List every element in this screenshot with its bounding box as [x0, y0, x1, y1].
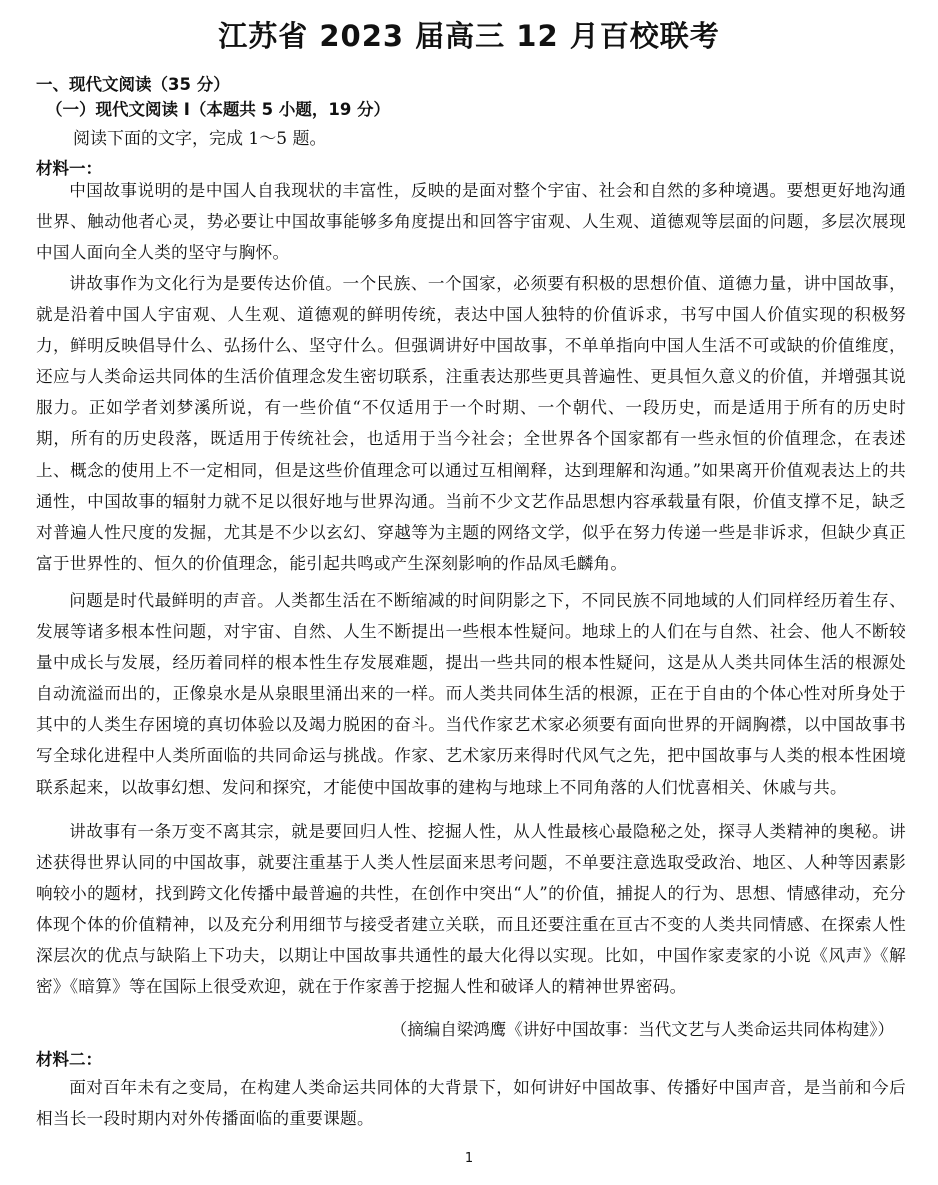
section-heading: 一、现代文阅读（35 分） — [36, 75, 230, 94]
material1-paragraph-2: 讲故事作为文化行为是要传达价值。一个民族、一个国家，必须要有积极的思想价值、道德力量，讲中国故事，就是沿着中国人宇宙观、人生观、道德观的鲜明传统，表达中国人独特的价值诉求，书写中国人价值实现的积极努力，鲜明反映倡导什么、弘扬什么、坚守什么。但强调讲好中国故事，不单单指向中国人生活不可或缺的价值维度，还应与人类命运共同体的生活价值理念发生密切联系，注重表达那些更具普遍性、更具恒久意义的价值，并增强其说服力。正如学者刘梦溪所说，有一些价值“不仅适用于一个时期、一个朝代、一段历史，而是适用于所有的历史时期，所有的历史段落，既适用于传统社会，也适用于当今社会；全世界各个国家都有一些永恒的价值理念，在表述上、概念的使用上不一定相同，但是这些价值理念可以通过互相阐释，达到理解和沟通。”如果离开价值观表达上的共通性，中国故事的辐射力就不足以很好地与世界沟通。当前不少文艺作品思想内容承载量有限，价值支撑不足，缺乏对普遍人性尺度的发掘，尤其是不少以玄幻、穿越等为主题的网络文学，似乎在努力传递一些是非诉求，但缺少真正富于世界性的、恒久的价值理念，能引起共鸣或产生深刻影响的作品凤毛麟角。 — [36, 274, 906, 573]
instruction-text: 阅读下面的文字，完成 1～5 题。 — [73, 129, 327, 149]
material1-paragraph-4: 讲故事有一条万变不离其宗，就是要回归人性、挖掘人性，从人性最核心最隐秘之处，探寻人类精神的奥秘。讲述获得世界认同的中国故事，就要注重基于人类人性层面来思考问题，不单要注意选取受政治、地区、人种等因素影响较小的题材，找到跨文化传播中最普遍的共性，在创作中突出“人”的价值，捕捉人的行为、思想、情感律动，充分体现个体的价值精神，以及充分利用细节与接受者建立关联，而且还要注重在亘古不变的人类共同情感、在探索人性深层次的优点与缺陷上下功夫，以期让中国故事共通性的最大化得以实现。比如，中国作家麦家的小说《风声》《解密》《暗算》等在国际上很受欢迎，就在于作家善于挖掘人性和破译人的精神世界密码。 — [36, 822, 906, 997]
material2-paragraph-1: 面对百年未有之变局，在构建人类命运共同体的大背景下，如何讲好中国故事、传播好中国声音，是当前和今后相当长一段时期内对外传播面临的重要课题。 — [36, 1078, 906, 1129]
page-title: 江苏省 2023 届高三 12 月百校联考 — [218, 19, 720, 53]
material2-label: 材料二： — [36, 1050, 102, 1069]
material1-source: （摘编自梁鸿鹰《讲好中国故事：当代文艺与人类命运共同体构建》） — [390, 1020, 894, 1039]
material1-paragraph-3: 问题是时代最鲜明的声音。人类都生活在不断缩减的时间阴影之下，不同民族不同地域的人们同样经历着生存、发展等诸多根本性问题，对宇宙、自然、人生不断提出一些根本性疑问。地球上的人们在与自然、社会、他人不断较量中成长与发展，经历着同样的根本性生存发展难题，提出一些共同的根本性疑问，这是从人类共同体生活的根源处自动流溢而出的，正像泉水是从泉眼里涌出来的一样。而人类共同体生活的根源，正在于自由的个体心性对所身处于其中的人类生存困境的真切体验以及竭力脱困的奋斗。当代作家艺术家必须要有面向世界的开阔胸襟，以中国故事书写全球化进程中人类所面临的共同命运与挑战。作家、艺术家历来得时代风气之先，把中国故事与人类的根本性困境联系起来，以故事幻想、发问和探究，才能使中国故事的建构与地球上不同角落的人们忧喜相关、休戚与共。 — [36, 591, 906, 797]
material1-paragraph-1: 中国故事说明的是中国人自我现状的丰富性，反映的是面对整个宇宙、社会和自然的多种境遇。要想更好地沟通世界、触动他者心灵，势必要让中国故事能够多角度提出和回答宇宙观、人生观、道德观等层面的问题，多层次展现中国人面向全人类的坚守与胸怀。 — [36, 181, 906, 263]
page-number: 1 — [464, 1151, 474, 1166]
subsection-heading: （一）现代文阅读 I（本题共 5 小题，19 分） — [46, 100, 391, 119]
material1-label: 材料一： — [36, 159, 102, 178]
